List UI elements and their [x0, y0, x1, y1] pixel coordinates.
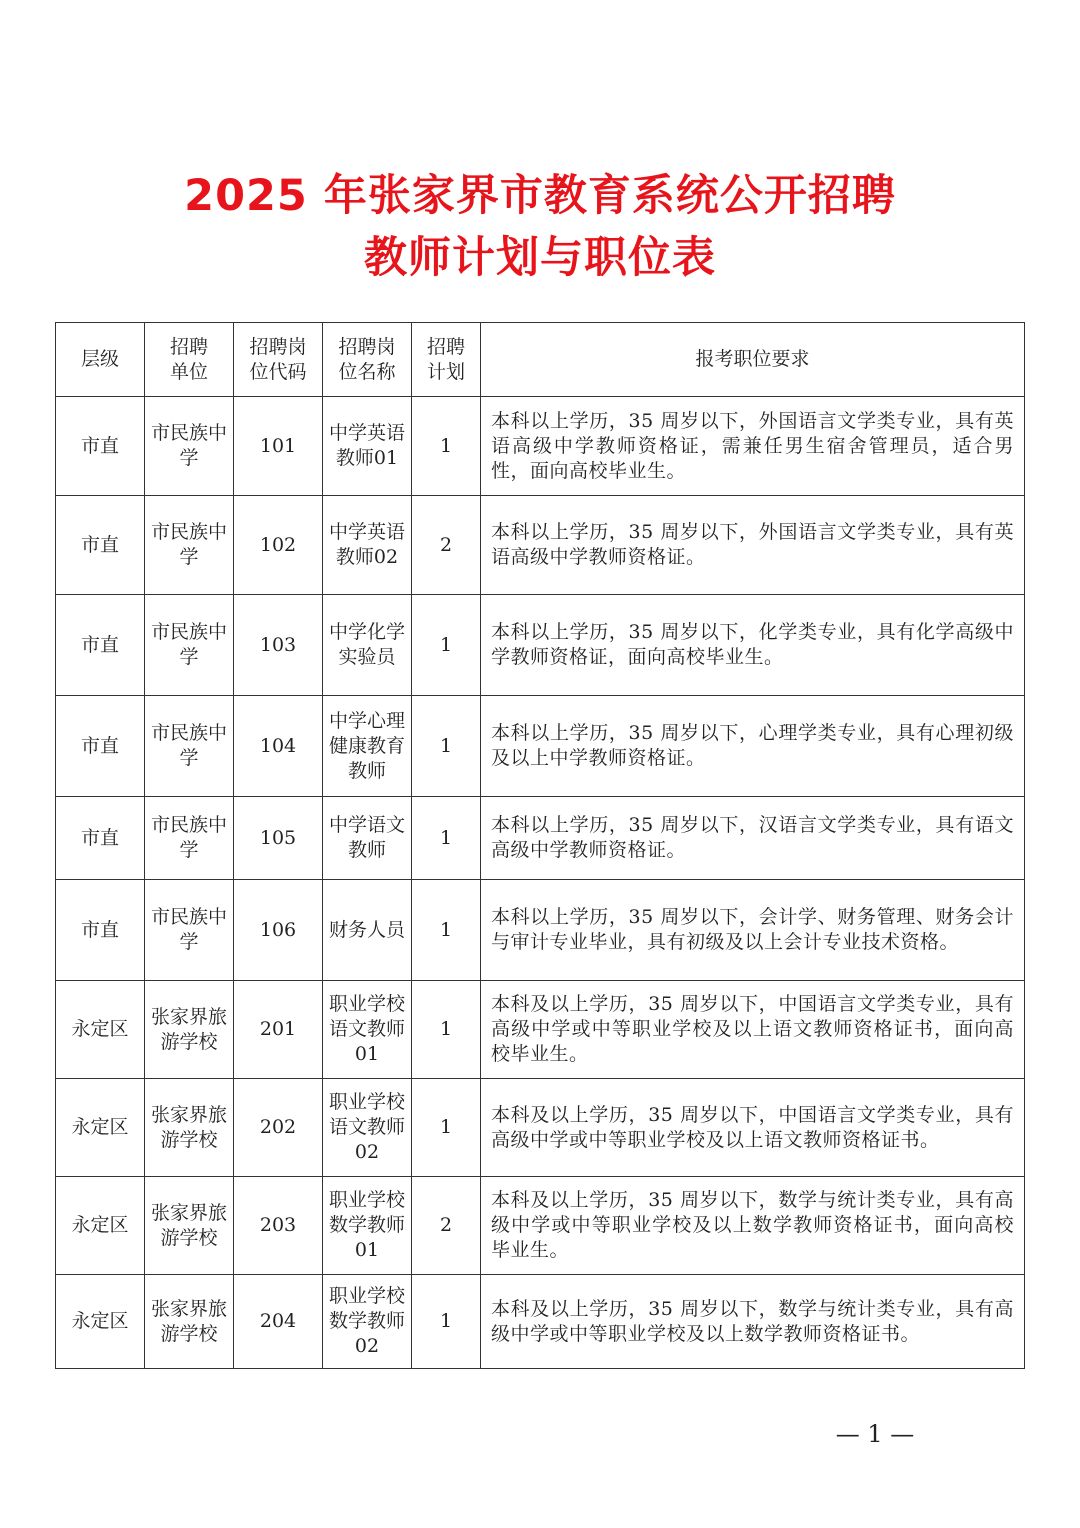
cell-level: 市直 — [56, 397, 145, 496]
cell-code: 203 — [234, 1177, 323, 1275]
table-row — [56, 981, 1025, 1079]
cell-requirements: 本科以上学历，35 周岁以下，心理学类专业，具有心理初级及以上中学教师资格证。 — [481, 696, 1025, 797]
cell-requirements: 本科及以上学历，35 周岁以下，数学与统计类专业，具有高级中学或中等职业学校及以上数学教师资格证书。 — [481, 1275, 1025, 1369]
cell-requirements: 本科以上学历，35 周岁以下，会计学、财务管理、财务会计与审计专业毕业，具有初级及以上会计专业技术资格。 — [481, 880, 1025, 981]
cell-name: 中学英语教师02 — [323, 496, 412, 595]
cell-level: 市直 — [56, 797, 145, 880]
cell-unit: 市民族中学 — [145, 696, 234, 797]
document-title-line-2: 教师计划与职位表 — [364, 233, 716, 283]
cell-level: 永定区 — [56, 981, 145, 1079]
table-row — [56, 696, 1025, 797]
recruitment-table — [55, 322, 1025, 1369]
cell-unit: 市民族中学 — [145, 797, 234, 880]
table-row — [56, 1177, 1025, 1275]
cell-plan: 1 — [412, 1275, 481, 1369]
cell-requirements: 本科以上学历，35 周岁以下，汉语言文学类专业，具有语文高级中学教师资格证。 — [481, 797, 1025, 880]
cell-level: 永定区 — [56, 1177, 145, 1275]
cell-plan: 2 — [412, 496, 481, 595]
cell-name: 中学心理健康教育教师 — [323, 696, 412, 797]
cell-requirements: 本科以上学历，35 周岁以下，外国语言文学类专业，具有英语高级中学教师资格证。 — [481, 496, 1025, 595]
table-row — [56, 1079, 1025, 1177]
cell-unit: 市民族中学 — [145, 595, 234, 696]
header-unit: 招聘 单位 — [145, 323, 234, 397]
cell-code: 204 — [234, 1275, 323, 1369]
cell-plan: 1 — [412, 595, 481, 696]
table-row — [56, 880, 1025, 981]
cell-requirements: 本科及以上学历，35 周岁以下，数学与统计类专业，具有高级中学或中等职业学校及以上数学教师资格证书，面向高校毕业生。 — [481, 1177, 1025, 1275]
cell-code: 201 — [234, 981, 323, 1079]
cell-unit: 张家界旅游学校 — [145, 1275, 234, 1369]
cell-level: 市直 — [56, 696, 145, 797]
cell-code: 106 — [234, 880, 323, 981]
cell-name: 中学化学实验员 — [323, 595, 412, 696]
cell-level: 永定区 — [56, 1079, 145, 1177]
header-code: 招聘岗 位代码 — [234, 323, 323, 397]
cell-name: 职业学校语文教师01 — [323, 981, 412, 1079]
table-header-row — [56, 323, 1025, 397]
cell-unit: 市民族中学 — [145, 397, 234, 496]
cell-name: 财务人员 — [323, 880, 412, 981]
table-row — [56, 496, 1025, 595]
cell-unit: 市民族中学 — [145, 496, 234, 595]
cell-level: 永定区 — [56, 1275, 145, 1369]
cell-name: 职业学校数学教师01 — [323, 1177, 412, 1275]
cell-plan: 1 — [412, 981, 481, 1079]
cell-level: 市直 — [56, 496, 145, 595]
page-number: — 1 — — [835, 1420, 915, 1448]
document-title-line-1: 2025 年张家界市教育系统公开招聘 — [184, 171, 896, 221]
header-name: 招聘岗 位名称 — [323, 323, 412, 397]
cell-code: 101 — [234, 397, 323, 496]
cell-plan: 1 — [412, 696, 481, 797]
cell-plan: 1 — [412, 397, 481, 496]
cell-requirements: 本科及以上学历，35 周岁以下，中国语言文学类专业，具有高级中学或中等职业学校及以上语文教师资格证书，面向高校毕业生。 — [481, 981, 1025, 1079]
cell-unit: 张家界旅游学校 — [145, 981, 234, 1079]
cell-name: 中学英语教师01 — [323, 397, 412, 496]
header-level: 层级 — [56, 323, 145, 397]
cell-code: 102 — [234, 496, 323, 595]
cell-plan: 2 — [412, 1177, 481, 1275]
cell-unit: 张家界旅游学校 — [145, 1079, 234, 1177]
table-row — [56, 397, 1025, 496]
cell-level: 市直 — [56, 880, 145, 981]
cell-plan: 1 — [412, 797, 481, 880]
table-row — [56, 1275, 1025, 1369]
table-row — [56, 797, 1025, 880]
cell-name: 职业学校数学教师02 — [323, 1275, 412, 1369]
cell-name: 中学语文教师 — [323, 797, 412, 880]
cell-name: 职业学校语文教师02 — [323, 1079, 412, 1177]
cell-requirements: 本科及以上学历，35 周岁以下，中国语言文学类专业，具有高级中学或中等职业学校及以上语文教师资格证书。 — [481, 1079, 1025, 1177]
cell-level: 市直 — [56, 595, 145, 696]
cell-unit: 市民族中学 — [145, 880, 234, 981]
cell-code: 103 — [234, 595, 323, 696]
cell-unit: 张家界旅游学校 — [145, 1177, 234, 1275]
header-plan: 招聘 计划 — [412, 323, 481, 397]
cell-code: 104 — [234, 696, 323, 797]
cell-requirements: 本科以上学历，35 周岁以下，化学类专业，具有化学高级中学教师资格证，面向高校毕业生。 — [481, 595, 1025, 696]
cell-plan: 1 — [412, 1079, 481, 1177]
table-row — [56, 595, 1025, 696]
cell-code: 202 — [234, 1079, 323, 1177]
cell-code: 105 — [234, 797, 323, 880]
header-requirements: 报考职位要求 — [481, 323, 1025, 397]
cell-plan: 1 — [412, 880, 481, 981]
cell-requirements: 本科以上学历，35 周岁以下，外国语言文学类专业，具有英语高级中学教师资格证，需兼任男生宿舍管理员，适合男性，面向高校毕业生。 — [481, 397, 1025, 496]
